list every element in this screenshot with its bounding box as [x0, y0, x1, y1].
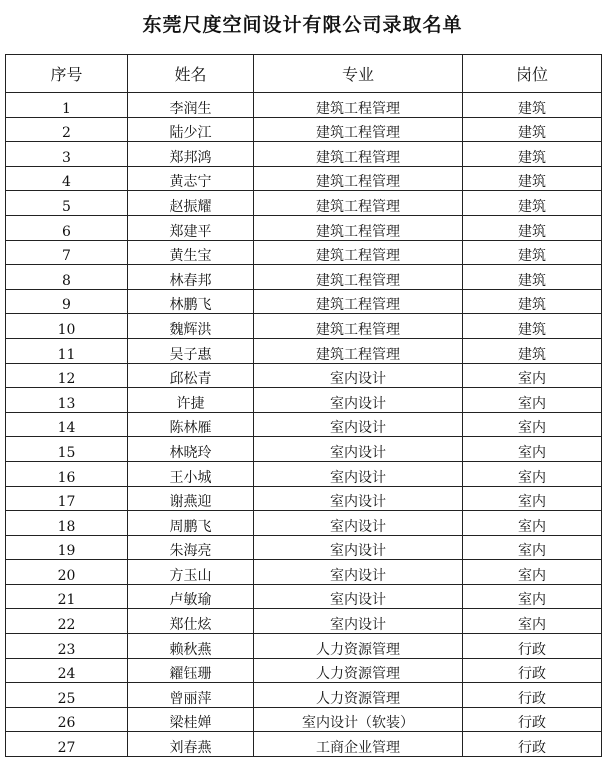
table-row [6, 683, 602, 708]
table-row [6, 388, 602, 413]
cell-index: 22 [6, 609, 128, 634]
table-row [6, 535, 602, 560]
cell-index: 24 [6, 658, 128, 683]
cell-index: 9 [6, 289, 128, 314]
cell-major: 建筑工程管理 [254, 338, 463, 363]
cell-major: 建筑工程管理 [254, 240, 463, 265]
cell-name: 李润生 [128, 93, 254, 118]
cell-major: 室内设计 [254, 486, 463, 511]
cell-major: 室内设计 [254, 609, 463, 634]
cell-position: 建筑 [463, 191, 602, 216]
table-row [6, 486, 602, 511]
cell-index: 12 [6, 363, 128, 388]
cell-position: 室内 [463, 388, 602, 413]
cell-position: 室内 [463, 560, 602, 585]
cell-name: 黄生宝 [128, 240, 254, 265]
table-row [6, 437, 602, 462]
cell-name: 卢敏瑜 [128, 584, 254, 609]
cell-major: 建筑工程管理 [254, 289, 463, 314]
table-row [6, 289, 602, 314]
table-row [6, 609, 602, 634]
cell-position: 建筑 [463, 215, 602, 240]
table-row [6, 93, 602, 118]
header-index: 序号 [6, 55, 128, 93]
cell-index: 6 [6, 215, 128, 240]
cell-index: 8 [6, 265, 128, 290]
cell-position: 建筑 [463, 117, 602, 142]
cell-major: 室内设计 [254, 412, 463, 437]
cell-name: 林春邦 [128, 265, 254, 290]
cell-position: 建筑 [463, 338, 602, 363]
cell-major: 人力资源管理 [254, 658, 463, 683]
admission-table [5, 54, 602, 757]
cell-name: 陆少江 [128, 117, 254, 142]
table-body [6, 93, 602, 757]
table-row [6, 240, 602, 265]
table-row [6, 511, 602, 536]
table-row [6, 215, 602, 240]
cell-index: 16 [6, 461, 128, 486]
cell-name: 糴钰珊 [128, 658, 254, 683]
cell-index: 11 [6, 338, 128, 363]
cell-major: 建筑工程管理 [254, 191, 463, 216]
table-header-row [6, 55, 602, 93]
cell-position: 行政 [463, 634, 602, 659]
cell-index: 27 [6, 732, 128, 757]
cell-name: 曾丽萍 [128, 683, 254, 708]
cell-major: 建筑工程管理 [254, 265, 463, 290]
cell-name: 方玉山 [128, 560, 254, 585]
cell-major: 室内设计 [254, 461, 463, 486]
cell-position: 建筑 [463, 93, 602, 118]
cell-major: 建筑工程管理 [254, 215, 463, 240]
table-row [6, 707, 602, 732]
cell-name: 朱海亮 [128, 535, 254, 560]
cell-position: 室内 [463, 412, 602, 437]
cell-position: 室内 [463, 511, 602, 536]
table-row [6, 584, 602, 609]
cell-index: 14 [6, 412, 128, 437]
cell-major: 建筑工程管理 [254, 166, 463, 191]
cell-index: 21 [6, 584, 128, 609]
cell-name: 赵振耀 [128, 191, 254, 216]
cell-major: 室内设计 [254, 363, 463, 388]
cell-major: 室内设计 [254, 388, 463, 413]
cell-name: 陈林雁 [128, 412, 254, 437]
cell-name: 赖秋燕 [128, 634, 254, 659]
cell-position: 室内 [463, 609, 602, 634]
table-row [6, 732, 602, 757]
cell-major: 人力资源管理 [254, 634, 463, 659]
cell-position: 行政 [463, 683, 602, 708]
cell-index: 20 [6, 560, 128, 585]
cell-index: 13 [6, 388, 128, 413]
cell-position: 室内 [463, 461, 602, 486]
table-row [6, 412, 602, 437]
cell-index: 3 [6, 142, 128, 167]
cell-position: 室内 [463, 486, 602, 511]
cell-index: 1 [6, 93, 128, 118]
page-title: 东莞尺度空间设计有限公司录取名单 [142, 14, 463, 36]
table-row [6, 338, 602, 363]
cell-major: 工商企业管理 [254, 732, 463, 757]
cell-position: 行政 [463, 707, 602, 732]
table-row [6, 142, 602, 167]
table-row [6, 191, 602, 216]
cell-index: 5 [6, 191, 128, 216]
cell-major: 室内设计 [254, 560, 463, 585]
cell-name: 周鹏飞 [128, 511, 254, 536]
cell-major: 建筑工程管理 [254, 117, 463, 142]
cell-index: 23 [6, 634, 128, 659]
cell-name: 梁桂婵 [128, 707, 254, 732]
cell-major: 建筑工程管理 [254, 93, 463, 118]
table-row [6, 560, 602, 585]
table-row [6, 658, 602, 683]
cell-major: 建筑工程管理 [254, 142, 463, 167]
table-row [6, 461, 602, 486]
cell-name: 魏辉洪 [128, 314, 254, 339]
header-major: 专业 [254, 55, 463, 93]
cell-name: 许捷 [128, 388, 254, 413]
table-row [6, 634, 602, 659]
cell-name: 郑邦鸿 [128, 142, 254, 167]
cell-position: 行政 [463, 658, 602, 683]
cell-position: 室内 [463, 584, 602, 609]
cell-position: 建筑 [463, 314, 602, 339]
cell-name: 林晓玲 [128, 437, 254, 462]
cell-major: 室内设计（软装） [254, 707, 463, 732]
cell-name: 谢燕迎 [128, 486, 254, 511]
cell-index: 19 [6, 535, 128, 560]
cell-major: 建筑工程管理 [254, 314, 463, 339]
table-row [6, 363, 602, 388]
cell-index: 4 [6, 166, 128, 191]
header-name: 姓名 [128, 55, 254, 93]
cell-name: 黄志宁 [128, 166, 254, 191]
cell-name: 邱松青 [128, 363, 254, 388]
cell-index: 7 [6, 240, 128, 265]
cell-position: 建筑 [463, 240, 602, 265]
cell-position: 室内 [463, 363, 602, 388]
cell-index: 2 [6, 117, 128, 142]
cell-name: 王小城 [128, 461, 254, 486]
cell-position: 建筑 [463, 265, 602, 290]
cell-name: 郑建平 [128, 215, 254, 240]
table-row [6, 265, 602, 290]
cell-index: 15 [6, 437, 128, 462]
cell-position: 行政 [463, 732, 602, 757]
cell-major: 室内设计 [254, 437, 463, 462]
cell-name: 刘春燕 [128, 732, 254, 757]
cell-major: 室内设计 [254, 511, 463, 536]
cell-index: 25 [6, 683, 128, 708]
cell-position: 建筑 [463, 166, 602, 191]
table-row [6, 117, 602, 142]
cell-major: 室内设计 [254, 584, 463, 609]
cell-index: 17 [6, 486, 128, 511]
cell-major: 人力资源管理 [254, 683, 463, 708]
cell-position: 室内 [463, 437, 602, 462]
cell-name: 吴子惠 [128, 338, 254, 363]
cell-name: 林鹏飞 [128, 289, 254, 314]
cell-index: 18 [6, 511, 128, 536]
cell-position: 建筑 [463, 142, 602, 167]
cell-position: 建筑 [463, 289, 602, 314]
table-row [6, 314, 602, 339]
table-row [6, 166, 602, 191]
header-position: 岗位 [463, 55, 602, 93]
cell-index: 10 [6, 314, 128, 339]
cell-index: 26 [6, 707, 128, 732]
cell-name: 郑仕炫 [128, 609, 254, 634]
cell-position: 室内 [463, 535, 602, 560]
cell-major: 室内设计 [254, 535, 463, 560]
